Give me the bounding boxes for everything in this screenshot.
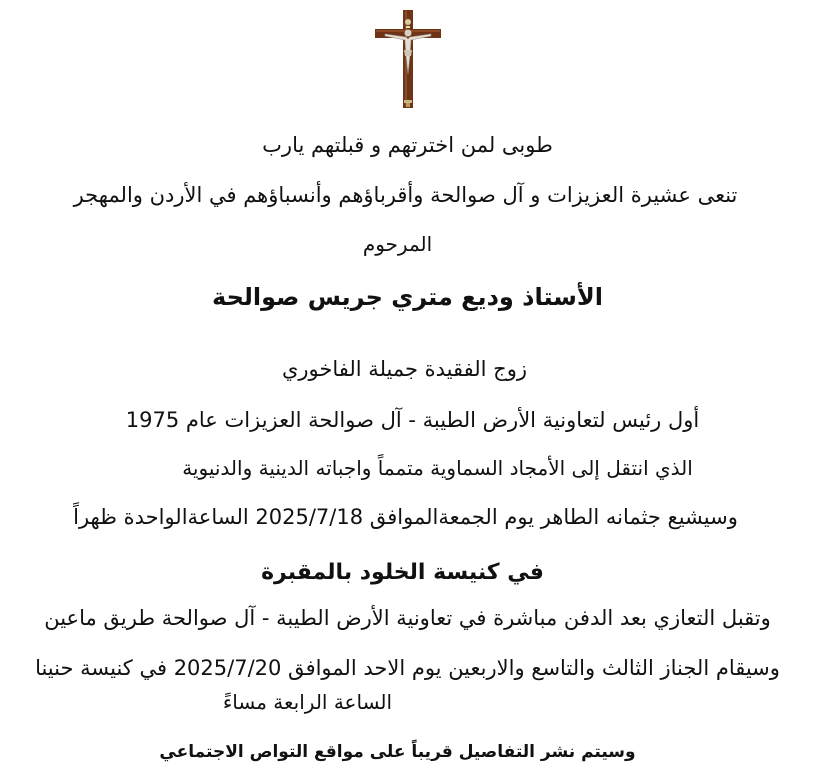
spouse-line: زوج الفقيدة جميلة الفاخوري <box>281 357 528 381</box>
funeral-line: وسيشيع جثمانه الطاهر يوم الجمعةالموافق 2025/7/18 الساعةالواحدة ظهراً <box>73 505 738 529</box>
memorial-line: وسيقام الجناز الثالث والتاسع والاربعين يوم الاحد الموافق 2025/7/20 في كنيسة حنينا <box>35 656 780 680</box>
crucifix-icon <box>375 10 441 108</box>
position-line: أول رئيس لتعاونية الأرض الطيبة - آل صوالحة العزيزات عام 1975 <box>125 408 700 432</box>
condolences-line: وتقبل التعازي بعد الدفن مباشرة في تعاونية الأرض الطيبة - آل صوالحة طريق ماعين <box>44 606 771 630</box>
deceased-label: المرحوم <box>362 232 433 256</box>
memorial-time-line: الساعة الرابعة مساءً <box>222 690 393 714</box>
footer-line: وسيتم نشر التفاصيل قريباً على مواقع التواص الاجتماعي <box>159 742 636 762</box>
passing-line: الذي انتقل إلى الأمجاد السماوية متمماً واجباته الدينية والدنيوية <box>182 456 693 480</box>
blessing-line: طوبى لمن اخترتهم و قبلتهم يارب <box>262 133 553 157</box>
announcement-line: تنعى عشيرة العزيزات و آل صوالحة وأقرباؤهم وأنسباؤهم في الأردن والمهجر <box>73 183 738 207</box>
church-line: في كنيسة الخلود بالمقبرة <box>261 560 544 585</box>
deceased-name: الأستاذ وديع متري جريس صوالحة <box>212 283 603 311</box>
